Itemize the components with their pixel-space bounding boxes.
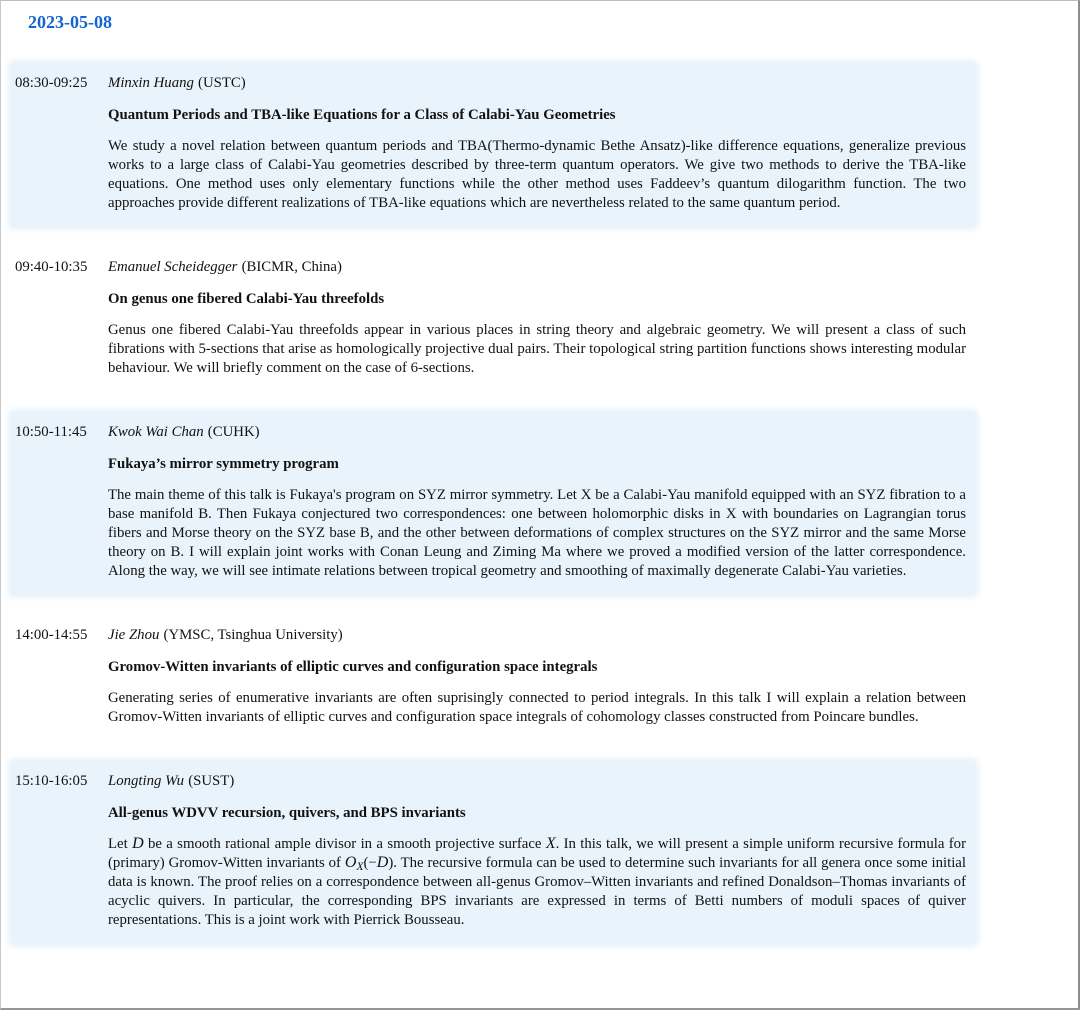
session-speaker — [108, 258, 966, 276]
speaker-affiliation: (USTC) — [198, 75, 246, 91]
session-speaker — [108, 423, 966, 441]
speaker-name: Kwok Wai Chan — [108, 424, 204, 440]
speaker-name: Emanuel Scheidegger — [108, 259, 238, 275]
session-row — [11, 412, 976, 595]
date-heading: 2023-05-08 — [28, 12, 112, 32]
session-row — [11, 247, 976, 392]
session-abstract: The main theme of this talk is Fukaya's program on SYZ mirror symmetry. Let X be a Calabi-Yau manifold equipped with an SYZ fibration to a base manifold B. Then Fukaya conjectured two correspondences: one between holomorphic disks in X with boundaries on Lagrangian torus fibers and Morse theory on the SYZ base B, and the other between deformations of complex structures on the SYZ mirror and the same Morse theory on B. I will explain joint works with Conan Leung and Ziming Ma where we proved a modified version of the latter correspondence. Along the way, we will see intimate relations between tropical geometry and smoothing of maximally degenerate Calabi-Yau varieties. — [108, 487, 966, 579]
session-time: 14:00-14:55 — [15, 627, 88, 643]
session-time: 10:50-11:45 — [15, 424, 87, 440]
speaker-name: Jie Zhou — [108, 627, 160, 643]
speaker-name: Minxin Huang — [108, 75, 194, 91]
session-content — [108, 626, 966, 727]
session-list — [11, 63, 976, 944]
speaker-name: Longting Wu — [108, 773, 185, 789]
speaker-affiliation: (BICMR, China) — [241, 259, 342, 275]
session-title: Gromov-Witten invariants of elliptic curves and configuration space integrals — [108, 659, 598, 675]
session-row — [11, 761, 976, 944]
session-speaker — [108, 626, 966, 644]
speaker-affiliation: (SUST) — [188, 773, 235, 789]
session-speaker — [108, 74, 966, 92]
session-row — [11, 63, 976, 227]
session-row — [11, 615, 976, 741]
session-abstract: We study a novel relation between quantum periods and TBA(Thermo-dynamic Bethe Ansatz)-like difference equations, generalize previous works to a large class of Calabi-Yau geometries described by three-term quantum operators. We give two methods to derive the TBA-like equations. One method uses only elementary functions while the other method uses Faddeev’s quantum dilogarithm function. The two approaches provide different realizations of TBA-like equations which are nevertheless related to the same quantum period. — [108, 138, 966, 211]
session-content — [108, 258, 966, 378]
session-content — [108, 423, 966, 581]
session-content — [108, 74, 966, 213]
session-abstract: Genus one fibered Calabi-Yau threefolds appear in various places in string theory and algebraic geometry. We will present a class of such fibrations with 5-sections that arise as homologically projective dual pairs. Their topological string partition functions shows interesting modular behaviour. We will briefly comment on the case of 6-sections. — [108, 322, 966, 376]
session-abstract: Generating series of enumerative invariants are often suprisingly connected to period integrals. In this talk I will explain a relation between Gromov-Witten invariants of elliptic curves and configuration space integrals of cohomology classes constructed from Poincare bundles. — [108, 690, 966, 725]
session-speaker — [108, 772, 966, 790]
speaker-affiliation: (CUHK) — [207, 424, 260, 440]
session-time: 08:30-09:25 — [15, 75, 88, 91]
session-title: Quantum Periods and TBA-like Equations for a Class of Calabi-Yau Geometries — [108, 107, 616, 123]
session-title: Fukaya’s mirror symmetry program — [108, 456, 339, 472]
session-title: All-genus WDVV recursion, quivers, and BPS invariants — [108, 805, 466, 821]
session-abstract: Let D be a smooth rational ample divisor in a smooth projective surface X. In this talk, we will present a simple uniform recursive formula for (primary) Gromov-Witten invariants of $O_X(-D)$. The recursive formula can be used to determine such invariants for all genera once some initial data is known. The proof relies on a correspondence between all-genus Gromov–Witten invariants and refined Donaldson–Thomas invariants of acyclic quivers. In particular, the corresponding BPS invariants are expressed in terms of Betti numbers of moduli spaces of quiver representations. This is a joint work with Pierrick Bousseau. — [108, 835, 966, 928]
speaker-affiliation: (YMSC, Tsinghua University) — [163, 627, 343, 643]
session-content — [108, 772, 966, 930]
session-title: On genus one fibered Calabi-Yau threefolds — [108, 291, 385, 307]
session-time: 15:10-16:05 — [15, 773, 88, 789]
session-time: 09:40-10:35 — [15, 259, 88, 275]
